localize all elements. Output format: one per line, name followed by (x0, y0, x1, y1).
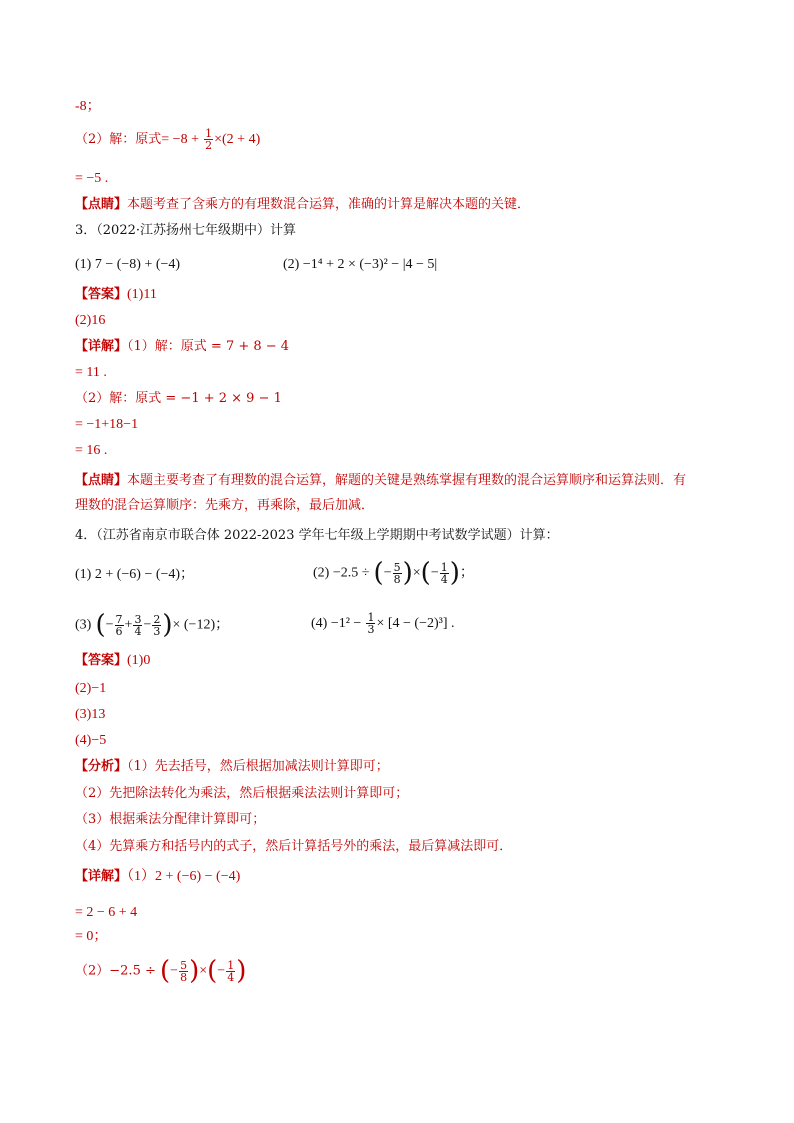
detail-line: = −1+18−1 (75, 417, 139, 432)
answer-line: (3)13 (75, 707, 106, 722)
answer-line: (2)16 (75, 313, 106, 328)
comment-line: 【点睛】本题主要考查了有理数的混合运算，解题的关键是熟练掌握有理数的混合运算顺序和运算法则．有 (75, 473, 687, 488)
comment-line: 【点睛】本题考查了含乘方的有理数混合运算，准确的计算是解决本题的关键． (75, 197, 531, 212)
question-part: (1) 7 − (−8) + (−4) (75, 257, 181, 272)
question-part: (3) (− $\frac{7}{6}$ + $\frac{3}{4}$ − $\frac{2}{3}$ )× (−12)； (75, 610, 230, 640)
answer-line: 【答案】(1)0 (75, 653, 151, 668)
answer-line: (4)−5 (75, 733, 107, 748)
question-part: (1) 2 + (−6) − (−4)； (75, 567, 195, 582)
analysis-line: （4）先算乘方和括号内的式子，然后计算括号外的乘法，最后算减法即可． (75, 839, 513, 854)
result-line: = −5 . (75, 171, 109, 186)
detail-line: = 0； (75, 929, 108, 944)
detail-line: = 11 . (75, 365, 107, 380)
solution-step: （2）解：原式= −8 + $\frac{1}{2}$ ×(2 + 4) (75, 127, 261, 152)
answer-line: 【答案】(1)11 (75, 287, 157, 302)
analysis-line: 【分析】（1）先去括号，然后根据加减法则计算即可； (75, 759, 389, 774)
question-part: (2) −2.5 ÷ (− $\frac{5}{8}$ )×(− $\frac{1}{4}$ )； (313, 558, 474, 588)
question-part: (4) −1² − $\frac{1}{3}$ × [4 − (−2)³] . (311, 611, 455, 636)
result-line: -8； (75, 99, 101, 114)
question-title: 4．（江苏省南京市联合体 2022-2023 学年七年级上学期期中考试数学试题）计算： (75, 528, 559, 543)
comment-line: 理数的混合运算顺序：先乘方，再乘除，最后加减． (75, 498, 375, 513)
question-title: 3．（2022·江苏扬州七年级期中）计算 (75, 223, 296, 238)
analysis-line: （2）先把除法转化为乘法，然后根据乘法法则计算即可； (75, 786, 409, 801)
detail-line: = 16 . (75, 443, 108, 458)
detail-line: 【详解】（1）2 + (−6) − (−4) (75, 869, 241, 884)
analysis-line: （3）根据乘法分配律计算即可； (75, 812, 266, 827)
detail-line: （2）−2.5 ÷ (− $\frac{5}{8}$ )×(− $\frac{1}{4}$ ) (75, 956, 247, 986)
detail-line: （2）解：原式 = −1 + 2 × 9 − 1 (75, 391, 282, 406)
fraction: $\frac{1}{2}$ (205, 127, 213, 152)
question-part: (2) −1⁴ + 2 × (−3)² − |4 − 5| (283, 257, 438, 272)
detail-line: 【详解】（1）解：原式 = 7 + 8 − 4 (75, 339, 290, 354)
answer-line: (2)−1 (75, 681, 107, 696)
detail-line: = 2 − 6 + 4 (75, 905, 138, 920)
